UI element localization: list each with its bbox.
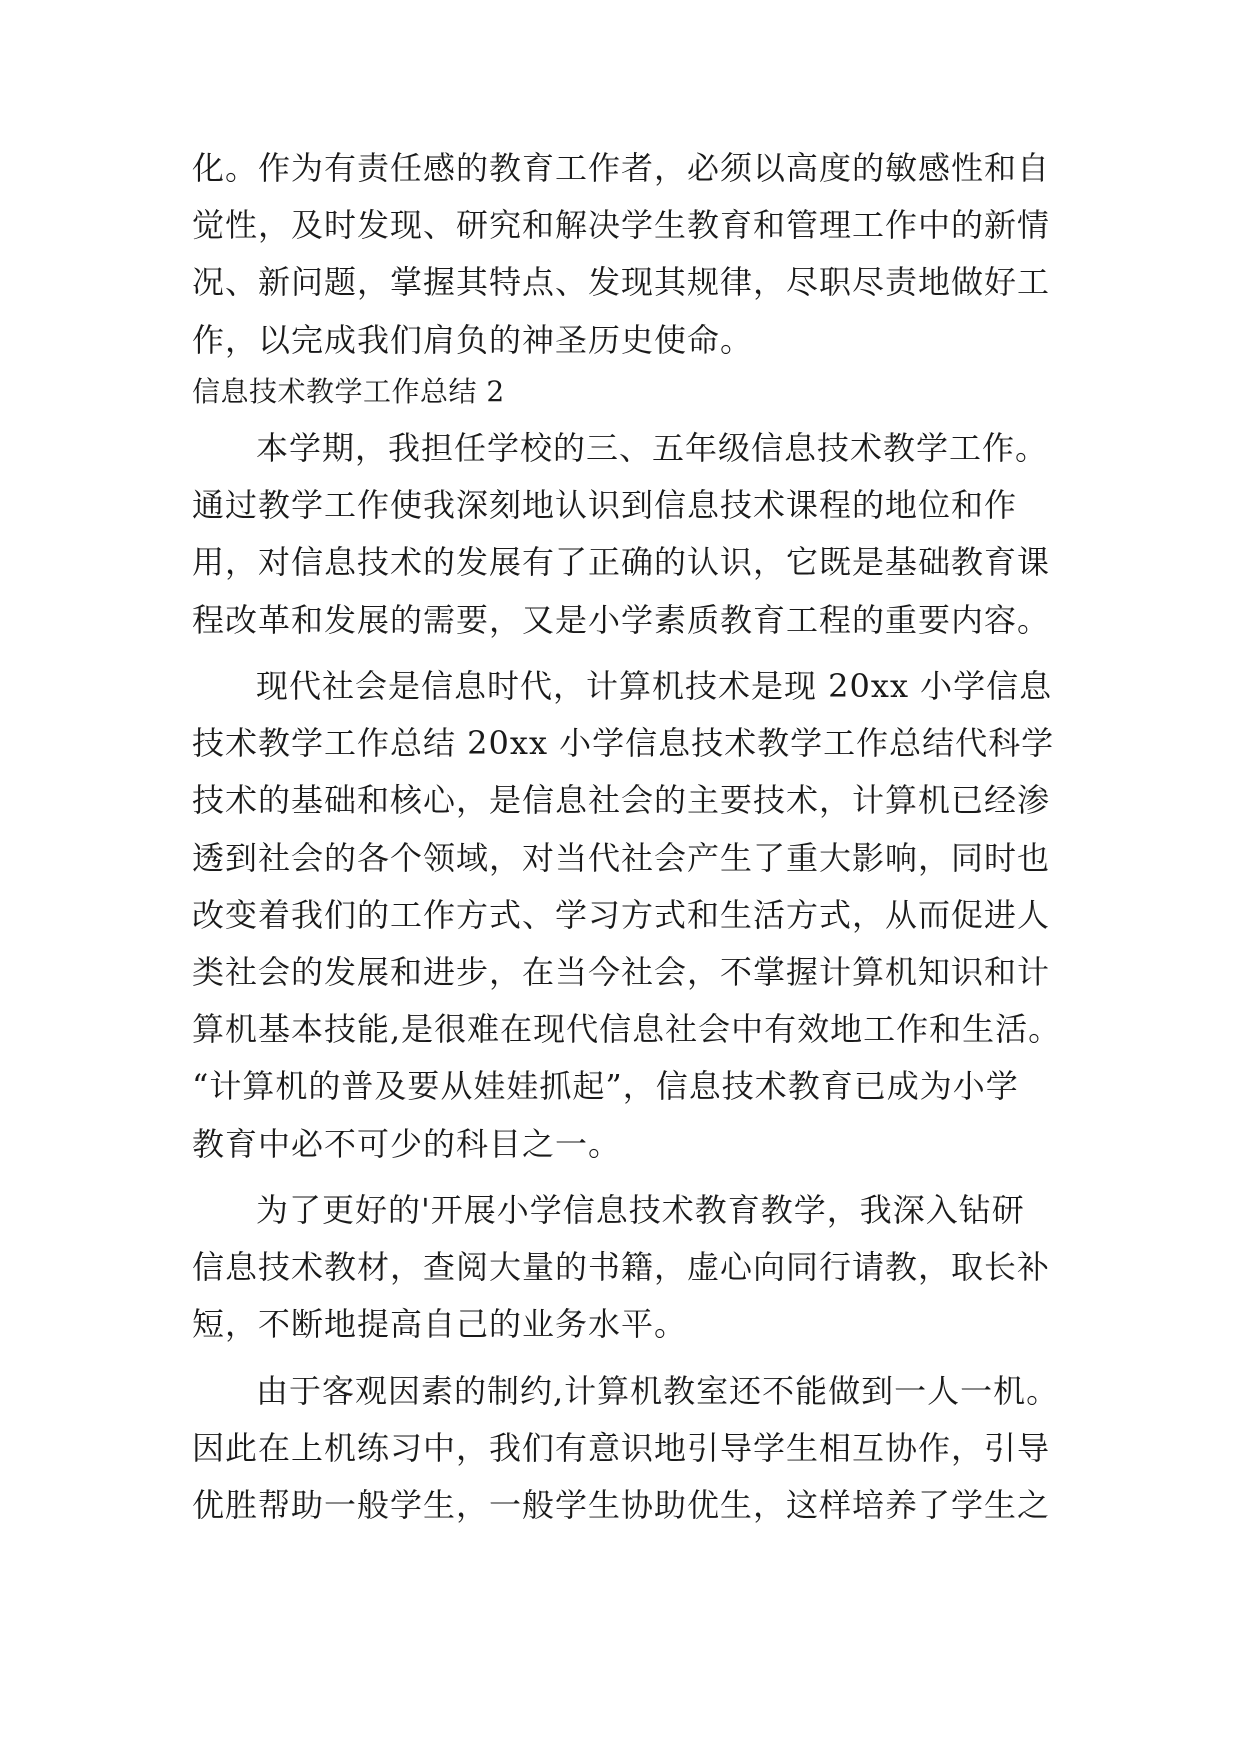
text-line: 现代社会是信息时代，计算机技术是现 20xx 小学信息 bbox=[256, 667, 1053, 705]
text-line: 本学期，我担任学校的三、五年级信息技术教学工作。 bbox=[256, 429, 1049, 467]
text-line: 作，以完成我们肩负的神圣历史使命。 bbox=[192, 321, 754, 359]
text-line: 为了更好的'开展小学信息技术教育教学，我深入钻研 bbox=[256, 1191, 1025, 1229]
text-line: 化。作为有责任感的教育工作者，必须以高度的敏感性和自 bbox=[192, 149, 1051, 187]
section-title: 信息技术教学工作总结 2 bbox=[192, 375, 505, 408]
text-line: 因此在上机练习中，我们有意识地引导学生相互协作，引导 bbox=[192, 1429, 1051, 1467]
text-line: 通过教学工作使我深刻地认识到信息技术课程的地位和作 bbox=[192, 486, 1018, 524]
text-line: 短，不断地提高自己的业务水平。 bbox=[192, 1305, 688, 1343]
text-line: 信息技术教材，查阅大量的书籍，虚心向同行请教，取长补 bbox=[192, 1248, 1051, 1286]
text-line: 觉性，及时发现、研究和解决学生教育和管理工作中的新情 bbox=[192, 206, 1051, 244]
text-line: 教育中必不可少的科目之一。 bbox=[192, 1125, 622, 1163]
text-line: 程改革和发展的需要，又是小学素质教育工程的重要内容。 bbox=[192, 601, 1051, 639]
text-line: 技术教学工作总结 20xx 小学信息技术教学工作总结代科学 bbox=[192, 724, 1055, 762]
text-line: 由于客观因素的制约,计算机教室还不能做到一人一机。 bbox=[256, 1372, 1060, 1410]
text-line: “计算机的普及要从娃娃抓起”，信息技术教育已成为小学 bbox=[192, 1067, 1019, 1105]
text-line: 算机基本技能,是很难在现代信息社会中有效地工作和生活。 bbox=[192, 1010, 1062, 1048]
text-line: 优胜帮助一般学生，一般学生协助优生，这样培养了学生之 bbox=[192, 1486, 1051, 1524]
text-line: 透到社会的各个领域，对当代社会产生了重大影响，同时也 bbox=[192, 839, 1051, 877]
text-line: 改变着我们的工作方式、学习方式和生活方式，从而促进人 bbox=[192, 896, 1051, 934]
text-line: 况、新问题，掌握其特点、发现其规律，尽职尽责地做好工 bbox=[192, 263, 1051, 301]
text-line: 类社会的发展和进步，在当今社会，不掌握计算机知识和计 bbox=[192, 953, 1051, 991]
text-line: 用，对信息技术的发展有了正确的认识，它既是基础教育课 bbox=[192, 543, 1051, 581]
text-line: 技术的基础和核心，是信息社会的主要技术，计算机已经渗 bbox=[192, 781, 1051, 819]
